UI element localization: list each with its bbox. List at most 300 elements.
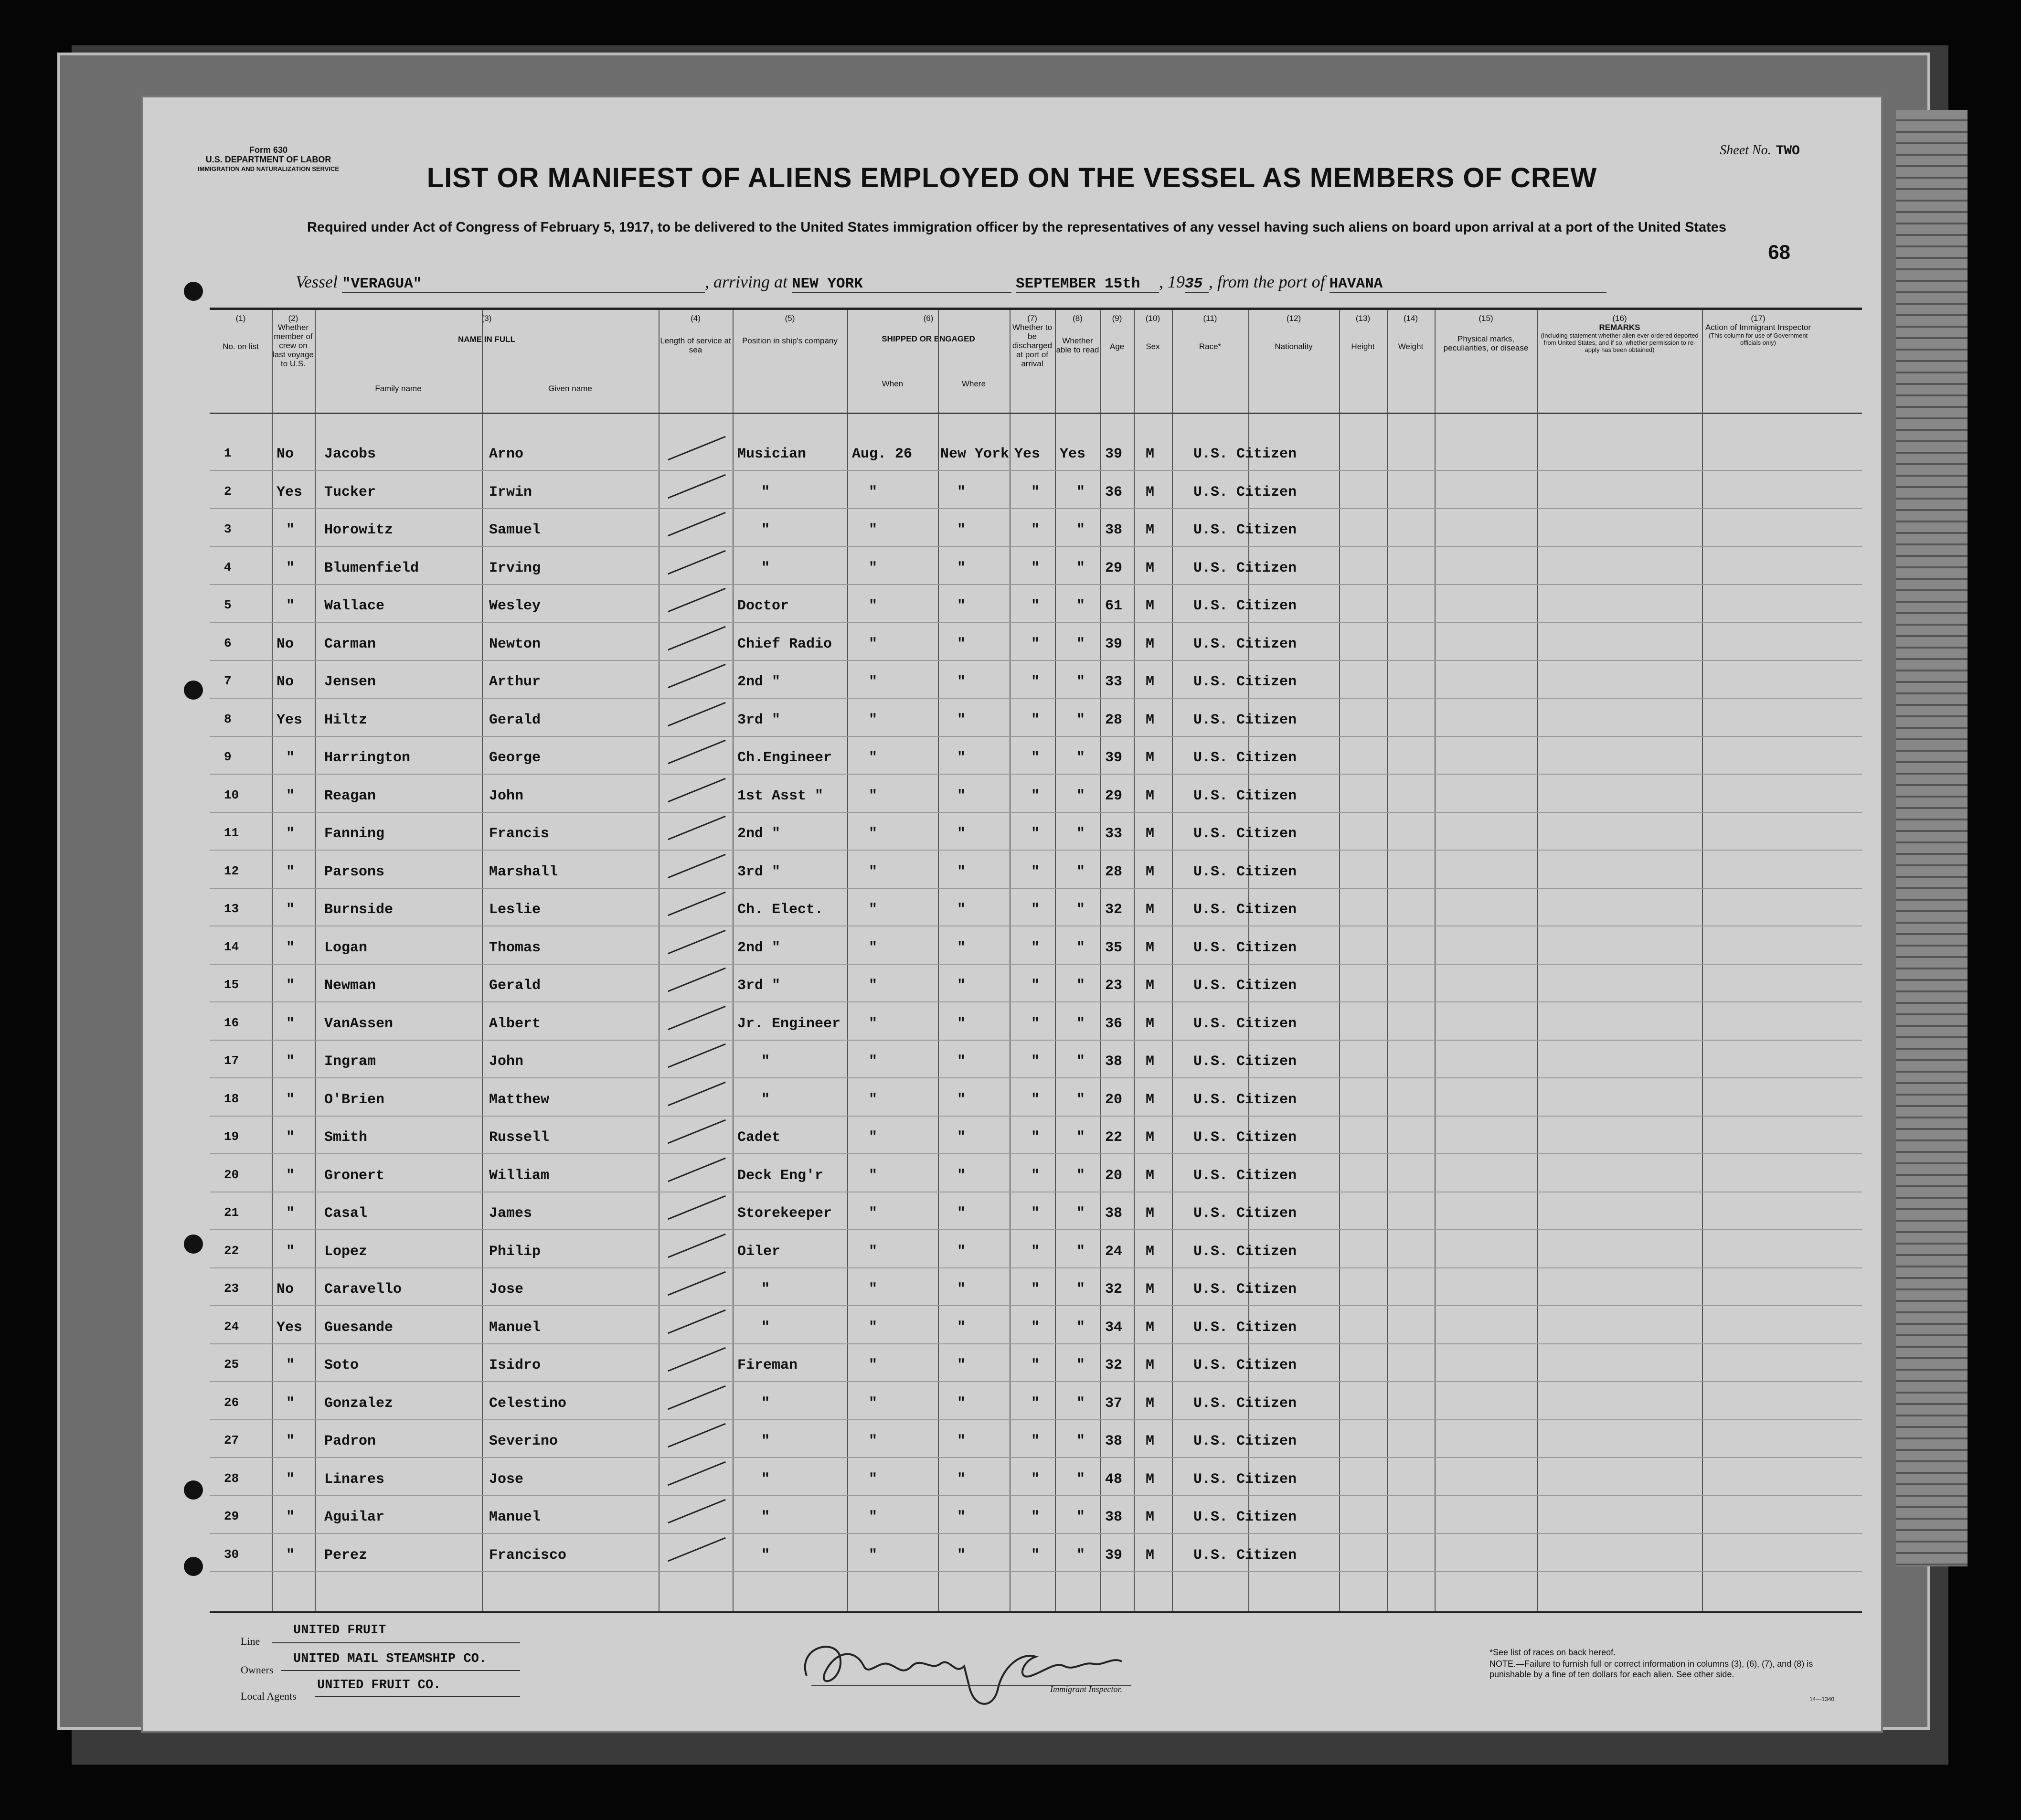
sheet-number-value: TWO	[1776, 144, 1800, 159]
age-cell: 32	[1105, 1357, 1123, 1373]
sex-cell: M	[1146, 826, 1155, 842]
col-9-header: (9) Age	[1109, 314, 1125, 351]
shipped-where-cell: "	[957, 1281, 966, 1298]
previous-voyage-cell: "	[286, 939, 295, 956]
able-to-read-cell: "	[1076, 1091, 1085, 1108]
form-code: 14—1340	[1809, 1696, 1835, 1703]
binding-hole	[184, 1235, 203, 1254]
family-name-cell: Horowitz	[324, 522, 394, 538]
service-check-mark	[668, 1385, 726, 1409]
line-label: Line	[241, 1635, 260, 1647]
shipped-where-cell: "	[957, 1357, 966, 1373]
shipped-where-cell: "	[957, 1433, 966, 1449]
given-name-cell: William	[489, 1167, 550, 1184]
service-check-mark	[668, 1537, 726, 1561]
row-number-cell: 3	[224, 522, 232, 536]
row-rule	[210, 1419, 1862, 1420]
previous-voyage-cell: Yes	[277, 712, 303, 728]
previous-voyage-cell: "	[286, 522, 295, 538]
shipped-when-cell: "	[869, 788, 878, 804]
discharged-cell: "	[1031, 1054, 1040, 1070]
age-cell: 39	[1105, 446, 1123, 462]
sex-cell: M	[1146, 1129, 1155, 1146]
given-name-cell: Irving	[489, 560, 541, 576]
shipped-where-cell: "	[957, 1015, 966, 1032]
row-number-cell: 21	[224, 1205, 239, 1220]
sex-cell: M	[1146, 1054, 1155, 1070]
service-check-mark	[668, 1347, 726, 1372]
given-name-cell: James	[489, 1205, 532, 1222]
nationality-cell: U.S. Citizen	[1193, 863, 1297, 880]
shipped-when-cell: "	[869, 560, 878, 576]
side-strip	[1896, 110, 1968, 1566]
service-check-mark	[668, 777, 726, 802]
column-rule	[733, 310, 734, 1611]
age-cell: 28	[1105, 863, 1123, 880]
age-cell: 39	[1105, 1547, 1123, 1564]
age-cell: 33	[1105, 674, 1123, 690]
column-rule	[1172, 310, 1173, 1611]
given-name-cell: John	[489, 1054, 524, 1070]
shipped-where-cell: "	[957, 1395, 966, 1412]
discharged-cell: "	[1031, 1091, 1040, 1108]
row-number-cell: 13	[224, 902, 239, 916]
column-rule	[1248, 310, 1249, 1611]
department-name: U.S. DEPARTMENT OF LABOR	[205, 155, 331, 164]
col-3-family-header: Family name	[375, 384, 422, 393]
col-11-header: (11) Race*	[1199, 314, 1222, 351]
given-name-cell: Jose	[489, 1471, 524, 1488]
able-to-read-cell: "	[1076, 1243, 1085, 1260]
row-number-cell: 24	[224, 1319, 239, 1334]
service-check-mark	[668, 1157, 726, 1181]
age-cell: 32	[1105, 902, 1123, 918]
sex-cell: M	[1146, 484, 1155, 500]
row-number-cell: 10	[224, 788, 239, 802]
able-to-read-cell: "	[1076, 1054, 1085, 1070]
nationality-cell: U.S. Citizen	[1193, 1281, 1297, 1298]
nationality-cell: U.S. Citizen	[1193, 674, 1297, 690]
shipped-when-cell: "	[869, 1091, 878, 1108]
col-7-header: (7) Whether to be discharged at port of arrival	[1012, 314, 1053, 368]
age-cell: 32	[1105, 1281, 1123, 1298]
row-rule	[210, 1229, 1862, 1230]
owners-label: Owners	[241, 1664, 274, 1676]
age-cell: 36	[1105, 484, 1123, 500]
manifest-sheet	[141, 96, 1883, 1733]
service-check-mark	[668, 474, 726, 498]
shipped-when-cell: "	[869, 1357, 878, 1373]
nationality-cell: U.S. Citizen	[1193, 446, 1297, 462]
sex-cell: M	[1146, 1205, 1155, 1222]
family-name-cell: Guesande	[324, 1319, 394, 1336]
age-cell: 38	[1105, 1205, 1123, 1222]
row-rule	[210, 1267, 1862, 1268]
service-check-mark	[668, 664, 726, 688]
row-rule	[210, 660, 1862, 661]
nationality-cell: U.S. Citizen	[1193, 1091, 1297, 1108]
service-check-mark	[668, 512, 726, 536]
able-to-read-cell: "	[1076, 978, 1085, 994]
family-name-cell: Gronert	[324, 1167, 385, 1184]
vessel-name: "VERAGUA"	[342, 276, 705, 293]
shipped-when-cell: "	[869, 484, 878, 500]
family-name-cell: Reagan	[324, 788, 376, 804]
arriving-label: , arriving at	[704, 272, 787, 291]
col-17-header: (17) Action of Immigrant Inspector (This column for use of Government officials only)	[1705, 314, 1811, 346]
discharged-cell: "	[1031, 1205, 1040, 1222]
column-rule	[482, 310, 483, 1611]
discharged-cell: "	[1031, 978, 1040, 994]
discharged-cell: "	[1031, 1243, 1040, 1260]
discharged-cell: "	[1031, 598, 1040, 614]
sex-cell: M	[1146, 1395, 1155, 1412]
row-number-cell: 30	[224, 1547, 239, 1562]
previous-voyage-cell: "	[286, 750, 295, 766]
age-cell: 20	[1105, 1167, 1123, 1184]
position-cell: Deck Eng'r	[737, 1167, 824, 1184]
row-rule	[210, 1001, 1862, 1002]
service-check-mark	[668, 1119, 726, 1144]
age-cell: 39	[1105, 636, 1123, 652]
sex-cell: M	[1146, 560, 1155, 576]
row-rule	[210, 1153, 1862, 1154]
sex-cell: M	[1146, 1243, 1155, 1260]
column-rule	[272, 310, 273, 1611]
given-name-cell: Russell	[489, 1129, 550, 1146]
previous-voyage-cell: "	[286, 560, 295, 576]
sex-cell: M	[1146, 712, 1155, 728]
agents-value: UNITED FRUIT CO.	[317, 1678, 441, 1692]
previous-voyage-cell: "	[286, 1433, 295, 1449]
row-number-cell: 19	[224, 1129, 239, 1144]
able-to-read-cell: "	[1076, 1129, 1085, 1146]
family-name-cell: Wallace	[324, 598, 385, 614]
shipped-where-cell: "	[957, 788, 966, 804]
age-cell: 38	[1105, 522, 1123, 538]
col-10-header: (10) Sex	[1145, 314, 1160, 351]
able-to-read-cell: "	[1076, 1547, 1085, 1564]
shipped-where-cell: "	[957, 1471, 966, 1488]
previous-voyage-cell: "	[286, 978, 295, 994]
position-cell: "	[761, 1433, 770, 1449]
able-to-read-cell: "	[1076, 1395, 1085, 1412]
row-number-cell: 12	[224, 863, 239, 878]
position-cell: "	[761, 1547, 770, 1564]
row-rule	[210, 1381, 1862, 1382]
family-name-cell: O'Brien	[324, 1091, 385, 1108]
age-cell: 34	[1105, 1319, 1123, 1336]
sex-cell: M	[1146, 1357, 1155, 1373]
shipped-where-cell: "	[957, 1243, 966, 1260]
given-name-cell: George	[489, 750, 541, 766]
age-cell: 36	[1105, 1015, 1123, 1032]
family-name-cell: Newman	[324, 978, 376, 994]
row-number-cell: 5	[224, 598, 232, 612]
nationality-cell: U.S. Citizen	[1193, 978, 1297, 994]
able-to-read-cell: "	[1076, 750, 1085, 766]
able-to-read-cell: "	[1076, 598, 1085, 614]
previous-voyage-cell: "	[286, 1167, 295, 1184]
col-1-header: (1) No. on list	[223, 314, 259, 351]
row-number-cell: 18	[224, 1091, 239, 1106]
given-name-cell: Jose	[489, 1281, 524, 1298]
nationality-cell: U.S. Citizen	[1193, 1167, 1297, 1184]
previous-voyage-cell: "	[286, 598, 295, 614]
age-cell: 29	[1105, 560, 1123, 576]
sex-cell: M	[1146, 750, 1155, 766]
col-6-where-header: Where	[961, 379, 986, 388]
given-name-cell: Francisco	[489, 1547, 567, 1564]
family-name-cell: Jacobs	[324, 446, 376, 462]
col-15-header: (15) Physical marks, peculiarities, or disease	[1443, 314, 1529, 352]
row-number-cell: 20	[224, 1167, 239, 1182]
previous-voyage-cell: No	[277, 636, 294, 652]
service-check-mark	[668, 816, 726, 840]
column-rule	[1387, 310, 1388, 1611]
row-number-cell: 23	[224, 1281, 239, 1296]
owners-underline	[281, 1670, 520, 1671]
row-number-cell: 17	[224, 1054, 239, 1068]
position-cell: Chief Radio	[737, 636, 832, 652]
service-check-mark	[668, 588, 726, 612]
family-name-cell: Padron	[324, 1433, 376, 1449]
discharged-cell: "	[1031, 939, 1040, 956]
given-name-cell: Albert	[489, 1015, 541, 1032]
position-cell: 3rd "	[737, 863, 781, 880]
nationality-cell: U.S. Citizen	[1193, 750, 1297, 766]
given-name-cell: Manuel	[489, 1319, 541, 1336]
nationality-cell: U.S. Citizen	[1193, 522, 1297, 538]
discharged-cell: "	[1031, 1357, 1040, 1373]
discharged-cell: "	[1031, 750, 1040, 766]
age-cell: 22	[1105, 1129, 1123, 1146]
previous-voyage-cell: "	[286, 1015, 295, 1032]
sex-cell: M	[1146, 636, 1155, 652]
position-cell: Jr. Engineer	[737, 1015, 841, 1032]
previous-voyage-cell: "	[286, 1471, 295, 1488]
family-name-cell: Casal	[324, 1205, 368, 1222]
position-cell: "	[761, 484, 770, 500]
shipped-when-cell: "	[869, 939, 878, 956]
row-number-cell: 11	[224, 826, 239, 840]
nationality-cell: U.S. Citizen	[1193, 636, 1297, 652]
able-to-read-cell: "	[1076, 826, 1085, 842]
shipped-when-cell: "	[869, 636, 878, 652]
given-name-cell: Isidro	[489, 1357, 541, 1373]
shipped-when-cell: "	[869, 902, 878, 918]
service-check-mark	[668, 1499, 726, 1523]
previous-voyage-cell: Yes	[277, 484, 303, 500]
age-cell: 20	[1105, 1091, 1123, 1108]
sex-cell: M	[1146, 522, 1155, 538]
previous-voyage-cell: "	[286, 1243, 295, 1260]
given-name-cell: Irwin	[489, 484, 532, 500]
col-16-header: (16) REMARKS (Including statement whether alien ever ordered deported from United States, and if so, whether permission to re-apply has been obtained)	[1541, 314, 1699, 353]
sex-cell: M	[1146, 1281, 1155, 1298]
service-check-mark	[668, 968, 726, 992]
able-to-read-cell: "	[1076, 1167, 1085, 1184]
col-8-header: (8) Whether able to read	[1056, 314, 1099, 354]
penalty-note: NOTE.—Failure to furnish full or correct information in columns (3), (6), (7), and (8) is punishable by a fine of ten dollars for each alien. See other side.	[1489, 1659, 1813, 1679]
family-name-cell: Aguilar	[324, 1509, 385, 1525]
shipped-where-cell: "	[957, 1167, 966, 1184]
service-check-mark	[668, 740, 726, 764]
row-rule	[210, 1305, 1862, 1306]
able-to-read-cell: "	[1076, 1433, 1085, 1449]
family-name-cell: Caravello	[324, 1281, 402, 1298]
nationality-cell: U.S. Citizen	[1193, 1243, 1297, 1260]
arrival-port: NEW YORK	[792, 276, 1011, 293]
row-number-cell: 15	[224, 978, 239, 992]
departure-port: HAVANA	[1330, 276, 1606, 293]
previous-voyage-cell: "	[286, 863, 295, 880]
discharged-cell: "	[1031, 674, 1040, 690]
previous-voyage-cell: Yes	[277, 1319, 303, 1336]
nationality-cell: U.S. Citizen	[1193, 939, 1297, 956]
sheet-number	[1720, 143, 1800, 159]
previous-voyage-cell: "	[286, 1205, 295, 1222]
nationality-cell: U.S. Citizen	[1193, 1547, 1297, 1564]
row-number-cell: 4	[224, 560, 232, 575]
able-to-read-cell: "	[1076, 1015, 1085, 1032]
sheet-number-label: Sheet No.	[1720, 143, 1771, 158]
binding-hole	[184, 681, 203, 700]
position-cell: Fireman	[737, 1357, 798, 1373]
age-cell: 38	[1105, 1509, 1123, 1525]
position-cell: Ch. Elect.	[737, 902, 824, 918]
given-name-cell: John	[489, 788, 524, 804]
sex-cell: M	[1146, 598, 1155, 614]
shipped-where-cell: "	[957, 902, 966, 918]
row-rule	[210, 1571, 1862, 1572]
previous-voyage-cell: "	[286, 1509, 295, 1525]
shipped-when-cell: "	[869, 1243, 878, 1260]
able-to-read-cell: "	[1076, 902, 1085, 918]
shipped-when-cell: "	[869, 826, 878, 842]
position-cell: Musician	[737, 446, 807, 462]
col-5-header: (5) Position in ship's company	[742, 314, 838, 345]
family-name-cell: Fanning	[324, 826, 385, 842]
family-name-cell: Linares	[324, 1471, 385, 1488]
row-number-cell: 2	[224, 484, 232, 499]
row-number-cell: 29	[224, 1509, 239, 1523]
sex-cell: M	[1146, 1471, 1155, 1488]
shipped-where-cell: "	[957, 484, 966, 500]
agents-underline	[315, 1696, 520, 1697]
col-4-header: (4) Length of service at sea	[660, 314, 731, 354]
binding-hole	[184, 282, 203, 301]
previous-voyage-cell: No	[277, 674, 294, 690]
row-rule	[210, 774, 1862, 775]
row-rule	[210, 584, 1862, 585]
family-name-cell: Tucker	[324, 484, 376, 500]
given-name-cell: Francis	[489, 826, 550, 842]
given-name-cell: Philip	[489, 1243, 541, 1260]
shipped-when-cell: "	[869, 1395, 878, 1412]
shipped-where-cell: New York	[940, 446, 1010, 462]
family-name-cell: Parsons	[324, 863, 385, 880]
shipped-where-cell: "	[957, 560, 966, 576]
shipped-when-cell: "	[869, 1015, 878, 1032]
row-rule	[210, 964, 1862, 965]
service-check-mark	[668, 929, 726, 954]
previous-voyage-cell: "	[286, 1395, 295, 1412]
nationality-cell: U.S. Citizen	[1193, 902, 1297, 918]
position-cell: 3rd "	[737, 712, 781, 728]
service-check-mark	[668, 1423, 726, 1447]
family-name-cell: Soto	[324, 1357, 359, 1373]
row-rule	[210, 546, 1862, 547]
shipped-when-cell: "	[869, 712, 878, 728]
discharged-cell: "	[1031, 1471, 1040, 1488]
discharged-cell: "	[1031, 788, 1040, 804]
discharged-cell: "	[1031, 1319, 1040, 1336]
sex-cell: M	[1146, 939, 1155, 956]
able-to-read-cell: "	[1076, 522, 1085, 538]
previous-voyage-cell: "	[286, 1547, 295, 1564]
shipped-where-cell: "	[957, 1054, 966, 1070]
shipped-where-cell: "	[957, 939, 966, 956]
position-cell: Storekeeper	[737, 1205, 832, 1222]
shipped-when-cell: "	[869, 674, 878, 690]
row-rule	[210, 698, 1862, 699]
row-rule	[210, 470, 1862, 471]
position-cell: 2nd "	[737, 826, 781, 842]
position-cell: "	[761, 1395, 770, 1412]
nationality-cell: U.S. Citizen	[1193, 560, 1297, 576]
discharged-cell: "	[1031, 636, 1040, 652]
position-cell: Ch.Engineer	[737, 750, 832, 766]
position-cell: "	[761, 1509, 770, 1525]
position-cell: Cadet	[737, 1129, 781, 1146]
nationality-cell: U.S. Citizen	[1193, 1015, 1297, 1032]
given-name-cell: Newton	[489, 636, 541, 652]
column-rule	[938, 310, 939, 1611]
age-cell: 48	[1105, 1471, 1123, 1488]
row-number-cell: 9	[224, 750, 232, 764]
sex-cell: M	[1146, 978, 1155, 994]
shipped-where-cell: "	[957, 1319, 966, 1336]
position-cell: "	[761, 1091, 770, 1108]
age-cell: 33	[1105, 826, 1123, 842]
shipped-when-cell: "	[869, 863, 878, 880]
sex-cell: M	[1146, 446, 1155, 462]
able-to-read-cell: "	[1076, 674, 1085, 690]
position-cell: Doctor	[737, 598, 789, 614]
binding-hole	[184, 1557, 203, 1576]
family-name-cell: Hiltz	[324, 712, 368, 728]
row-rule	[210, 622, 1862, 623]
given-name-cell: Severino	[489, 1433, 558, 1449]
inspector-label: Immigrant Inspector.	[1050, 1684, 1122, 1694]
column-rule	[315, 310, 316, 1611]
nationality-cell: U.S. Citizen	[1193, 1433, 1297, 1449]
row-number-cell: 14	[224, 939, 239, 954]
given-name-cell: Marshall	[489, 863, 558, 880]
able-to-read-cell: "	[1076, 636, 1085, 652]
sex-cell: M	[1146, 1433, 1155, 1449]
shipped-when-cell: "	[869, 1471, 878, 1488]
shipped-when-cell: "	[869, 1433, 878, 1449]
age-cell: 61	[1105, 598, 1123, 614]
given-name-cell: Samuel	[489, 522, 541, 538]
row-number-cell: 27	[224, 1433, 239, 1447]
age-cell: 35	[1105, 939, 1123, 956]
discharged-cell: "	[1031, 1167, 1040, 1184]
given-name-cell: Wesley	[489, 598, 541, 614]
able-to-read-cell: "	[1076, 1205, 1085, 1222]
